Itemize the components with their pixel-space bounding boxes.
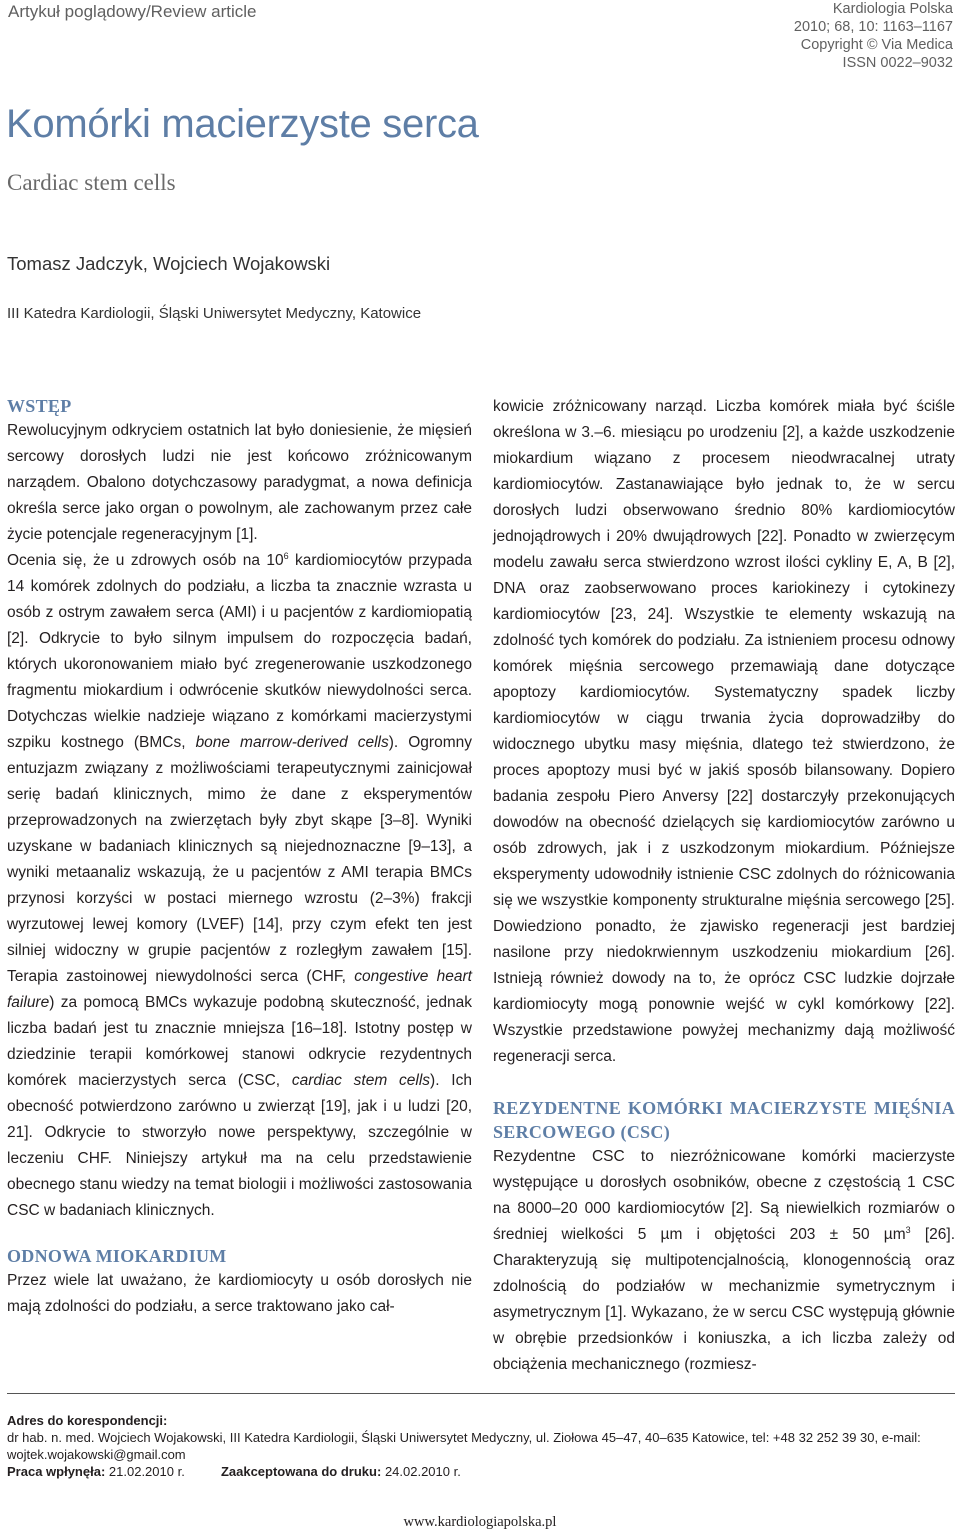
address-label: Adres do korespondencji: — [7, 1413, 168, 1428]
footer-divider — [7, 1393, 955, 1394]
address-text: dr hab. n. med. Wojciech Wojakowski, III Katedra Kardiologii, Śląski Uniwersytet Medyczny, ul. Ziołowa 45–47, 40–635 Katowice, tel: +48 32 252 39 30, e-mail: wojtek.wojakowski@gmail.com — [7, 1430, 921, 1462]
dates: Praca wpłynęła: 21.02.2010 r. Zaakceptowana do druku: 24.02.2010 r. — [7, 1464, 461, 1479]
section-heading-intro: WSTĘP — [7, 396, 72, 416]
paragraph: Przez wiele lat uważano, że kardiomiocyty u osób dorosłych nie mają zdolności do podziału, a serce traktowano jako cał- — [7, 1272, 472, 1315]
journal-issue: 2010; 68, 10: 1163–1167 — [793, 19, 953, 35]
journal-url: www.kardiologiapolska.pl — [403, 1514, 557, 1530]
article-subtitle: Cardiac stem cells — [7, 170, 176, 195]
paragraph: Rewolucyjnym odkryciem ostatnich lat było doniesienie, że mięsień sercowy dorosłych ludzi nie jest końcowo zróżnicowanym narządem. Obalono dotychczasowy paradygmat, a nowa definicja określa serce jako organ o powolnym, ale zachowanym przez całe życie potencjale regeneracyjnym [1]. — [7, 422, 472, 543]
journal-issn: ISSN 0022–9032 — [842, 55, 953, 71]
journal-info — [794, 0, 953, 72]
journal-copyright: Copyright © Via Medica — [800, 37, 953, 53]
correspondence — [7, 1412, 955, 1480]
paragraph: Ocenia się, że u zdrowych osób na $10^6$ kardiomiocytów przypada 14 komórek zdolnych do podziału, a liczba ta znacznie wzrasta u osób z ostrym zawałem serca (AMI) i u pacjentów z kardiomiopatią [2]. Odkrycie to było silnym impulsem do rozpoczęcia badań, których ukoronowaniem miało być zregenerowanie uszkodzonego fragmentu miokardium i odwrócenie skutków niewydolności serca. Dotychczas wielkie nadzieje wiązano z komórkami macierzystymi szpiku kostnego (BMCs, bone marrow-derived cells). Ogromny entuzjazm związany z możliwościami terapeutycznymi zainicjował serię badań klinicznych, mimo że dane z eksperymentów przeprowadzonych na zwierzętach były zbyt skąpe [3–8]. Wyniki uzyskane w badaniach klinicznych są niejednoznaczne [9–13], a wyniki metaanaliz wskazują, że u pacjentów z AMI terapia BMCs przynosi korzyści w postaci miernego wzrostu (2–3%) frakcji wyrzutowej lewej komory (LVEF) [14], przy czym efekt ten jest silniej widoczny w grupie pacjentów z rozległym zawałem [15]. Terapia zastoinowej niewydolności serca (CHF, congestive heart failure) za pomocą BMCs wykazuje podobną skuteczność, jednak liczba badań jest tu znacznie mniejsza [16–18]. Istotny postęp w dziedzinie terapii komórkowej stanowi odkrycie rezydentnych komórek macierzystych serca (CSC, cardiac stem cells). Ich obecność potwierdzono zarówno u zwierząt [19], jak i u ludzi [20, 21]. Odkrycie to stworzyło nowe perspektywy, szczególnie w leczeniu CHF. Niniejszy artykuł ma na celu przedstawienie obecnego stanu wiedzy na temat biologii i możliwości zastosowania CSC w badaniach klinicznych. — [7, 550, 472, 1219]
column-left — [7, 394, 472, 1320]
section-heading-resident: REZYDENTNE KOMÓRKI MACIERZYSTE MIĘŚNIA SERCOWEGO (CSC) — [493, 1098, 955, 1142]
paragraph: kowicie zróżnicowany narząd. Liczba komórek miała być ściśle określona w 3.–6. miesiącu po urodzeniu [2], a każde uszkodzenie miokardium wiązano z procesem nieodwracalnej utraty kardiomiocytów. Zastanawiające było jednak to, że w sercu dorosłych ludzi obserwowano średnio 80% kardiomiocytów jednojądrowych i 20% dwujądrowych [22]. Ponadto w zwierzęcym modelu zawału serca stwierdzono wzrost ilości cykliny E, A, B [2], DNA oraz zaobserwowano proces kariokinezy i cytokinezy kardiomiocytów [23, 24]. Wszystkie te elementy wskazują na zdolność tych komórek do podziału. Za istnieniem procesu odnowy komórek mięśnia sercowego przemawiają dane dotyczące apoptozy kardiomiocytów. Systematyczny spadek liczby kardiomiocytów w ciągu trwania życia doprowadziłby do widocznego ubytku masy mięśnia, dlatego też stwierdzono, że proces apoptozy musi być w jakiś sposób bilansowany. Dopiero badania zespołu Piero Anversy [22] dostarczyły przekonujących dowodów na obecność dzielących się kardiomiocytów zarówno u osób zdrowych, jak i z uszkodzonym miokardium. Późniejsze eksperymenty udowodniły istnienie CSC zdolnych do różnicowania się we wszystkie komponenty strukturalne mięśnia sercowego [25]. Dowiedziono ponadto, że zjawisko regeneracji jest bardziej nasilone przy niedokrwiennym uszkodzeniu miokardium [26]. Istnieją również dowody na to, że oprócz CSC ludzkie dojrzałe kardiomiocyty mogą ponownie wejść w cykl komórkowy [22]. Wszystkie przedstawione powyżej mechanizmy dają możliwość regeneracji serca. — [493, 398, 955, 1065]
section-heading-renewal: ODNOWA MIOKARDIUM — [7, 1246, 227, 1266]
article-title: Komórki macierzyste serca — [6, 102, 479, 146]
affiliation: III Katedra Kardiologii, Śląski Uniwersytet Medyczny, Katowice — [7, 305, 422, 322]
journal-name: Kardiologia Polska — [832, 1, 953, 17]
authors: Tomasz Jadczyk, Wojciech Wojakowski — [7, 253, 331, 274]
article-type: Artykuł poglądowy/Review article — [8, 2, 257, 21]
paragraph: Rezydentne CSC to niezróżnicowane komórki macierzyste występujące u dorosłych osobników, obecne z częstością 1 CSC na 8000–20 000 kardiomiocytów [2]. Są niewielkich rozmiarów o średniej wielkości 5 µm i objętości 203 ± 50 µm$^3$ [26]. Charakteryzują się multipotencjalnością, klonogennością oraz zdolnością do podziałów w mechanizmie symetrycznym i asymetrycznym [1]. Wykazano, że w sercu CSC występują głównie w obrębie przedsionków i koniuszka, a ich liczba zależy od obciążenia mechanicznego (rozmiesz- — [493, 1148, 955, 1373]
column-right — [493, 394, 955, 1378]
